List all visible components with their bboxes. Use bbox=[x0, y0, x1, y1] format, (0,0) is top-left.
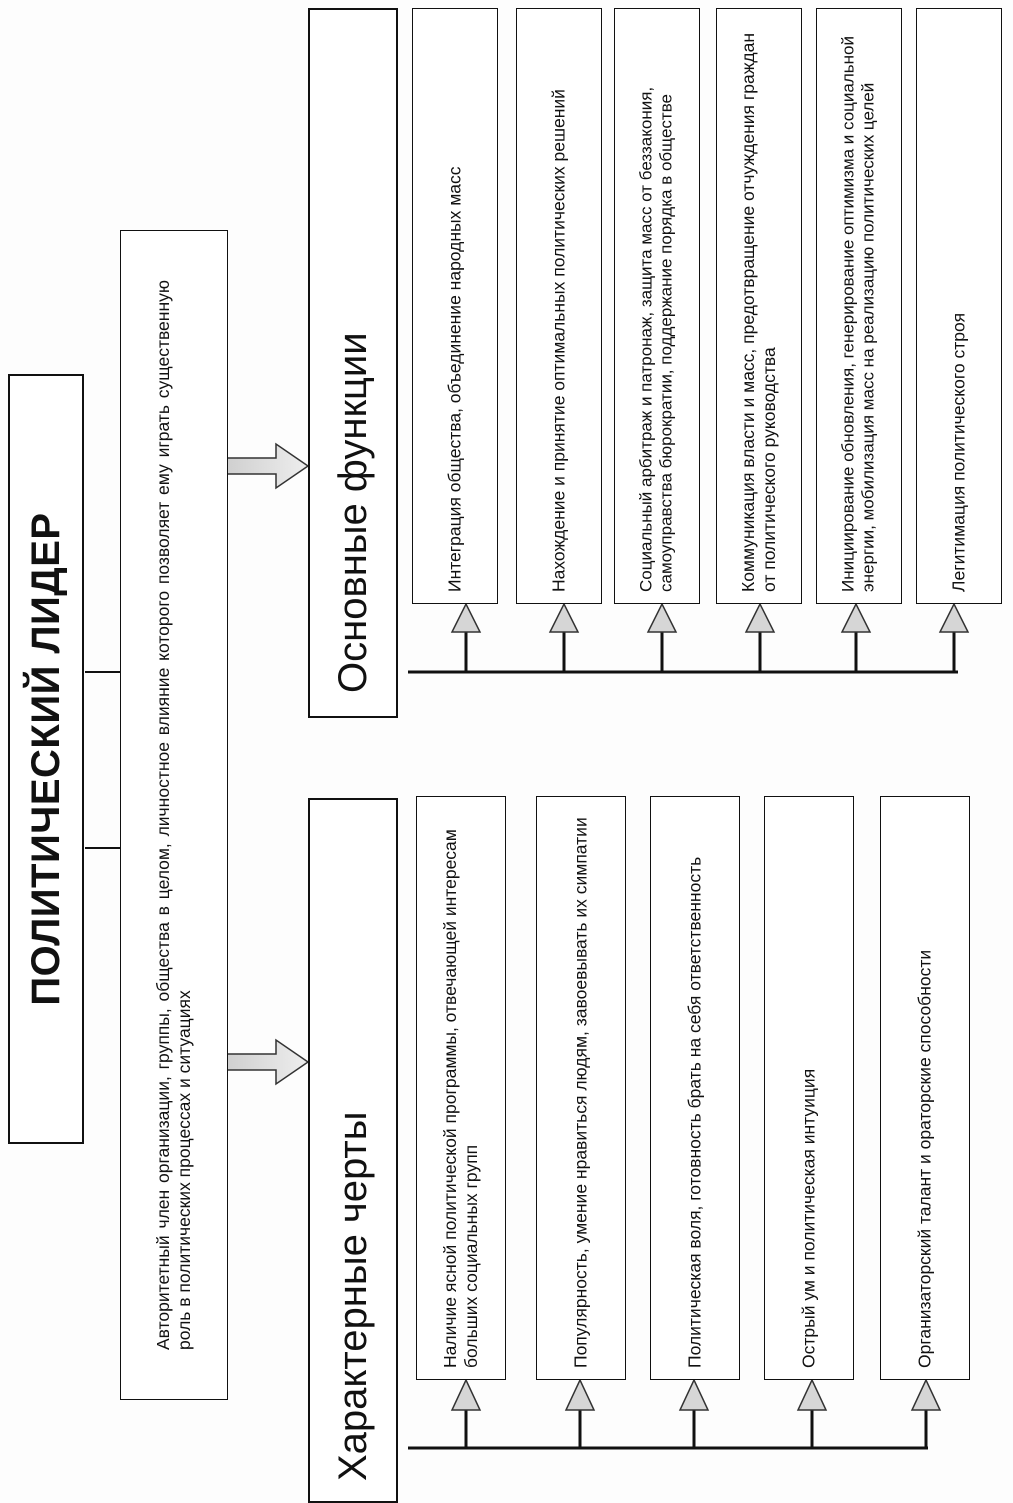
function-item bbox=[816, 8, 902, 604]
function-item-text: Легитимация политического строя bbox=[948, 312, 969, 592]
function-item-text: Инициирование обновления, генерирование оптимизма и социальной энергии, мобилизация масс на реализацию политических целей bbox=[838, 36, 878, 592]
trait-item-text: Политическая воля, готовность брать на себя ответственность bbox=[684, 856, 705, 1368]
traits-header-box bbox=[308, 798, 398, 1503]
functions-arrowheads bbox=[452, 604, 968, 632]
arrow-to-functions bbox=[226, 444, 308, 488]
trait-item bbox=[764, 796, 854, 1380]
function-item-text: Нахождение и принятие оптимальных политических решений bbox=[548, 89, 569, 592]
trait-item bbox=[880, 796, 970, 1380]
traits-connectors bbox=[408, 1410, 928, 1448]
function-item bbox=[716, 8, 802, 604]
functions-header: Основные функции bbox=[331, 332, 375, 693]
page-title: ПОЛИТИЧЕСКИЙ ЛИДЕР bbox=[24, 512, 68, 1006]
functions-connectors bbox=[408, 632, 958, 672]
trait-item bbox=[416, 796, 506, 1380]
function-item bbox=[516, 8, 602, 604]
arrow-to-traits bbox=[226, 1040, 308, 1084]
traits-header: Характерные черты bbox=[331, 1111, 375, 1481]
trait-item-text: Острый ум и политическая интуиция bbox=[798, 1068, 819, 1368]
trait-item-text: Организаторский талант и ораторские способности bbox=[914, 949, 935, 1368]
definition-box bbox=[120, 230, 228, 1400]
trait-item bbox=[536, 796, 626, 1380]
title-box bbox=[8, 374, 84, 1144]
function-item bbox=[614, 8, 700, 604]
trait-item bbox=[650, 796, 740, 1380]
trait-item-text: Популярность, умение нравиться людям, завоевывать их симпатии bbox=[570, 817, 591, 1368]
traits-arrowheads bbox=[452, 1380, 940, 1410]
function-item-text: Социальный арбитраж и патронаж, защита масс от беззакония, самоуправства бюрократии, поддержание порядка в обществе bbox=[636, 86, 676, 592]
definition-text: Авторитетный член организации, группы, общества в целом, личностное влияние которого позволяет ему играть существенную роль в политических процессах и ситуациях bbox=[153, 280, 194, 1350]
function-item bbox=[916, 8, 1002, 604]
function-item-text: Интеграция общества, объединение народных масс bbox=[444, 166, 465, 592]
function-item bbox=[412, 8, 498, 604]
functions-header-box bbox=[308, 8, 398, 718]
trait-item-text: Наличие ясной политической программы, отвечающей интересам больших социальных групп bbox=[440, 829, 481, 1368]
function-item-text: Коммуникация власти и масс, предотвращение отчуждения граждан от политического руководства bbox=[738, 32, 779, 592]
